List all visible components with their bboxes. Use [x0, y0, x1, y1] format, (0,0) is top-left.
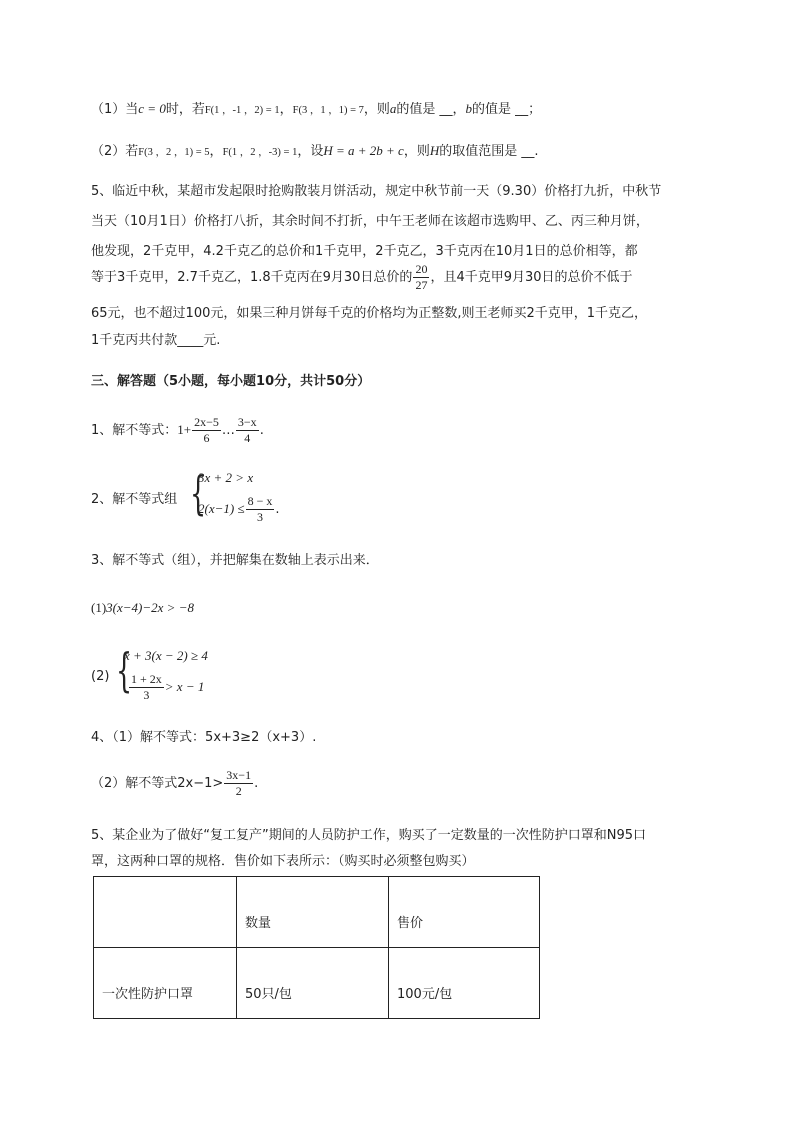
- p3-q3-row1: [124, 648, 208, 664]
- p3-q1-label: 1、解不等式：: [91, 423, 178, 438]
- q4-part2-f1: F(3 ，2 ，1) = 5: [138, 147, 210, 158]
- p3-q4-frac-den: 2: [235, 784, 242, 798]
- p3-q2-row1: [198, 470, 253, 486]
- p3-q1-frac1: [192, 415, 221, 446]
- p3-q2-row2-text: 2(x−1) ≤: [198, 501, 245, 516]
- q4-part2-prefix: （2）若: [91, 144, 139, 159]
- p3-q1-frac2-num: 3−x: [237, 415, 257, 429]
- q4-part1-text2: ，则: [363, 102, 390, 117]
- p3-q4-frac-num: 3x−1: [226, 768, 252, 782]
- q4-part1-var-b: b: [465, 101, 473, 116]
- p3-q1-frac2-den: 4: [244, 431, 251, 445]
- q4-part1-var-a: a: [389, 101, 397, 116]
- q4-part2-text1: ，设: [297, 144, 324, 159]
- p3-q3-part1-expr: 3(x−4)−2x > −8: [106, 600, 194, 615]
- q4-part1-text3: 的值是 __，: [396, 102, 466, 117]
- p3-q4-end: .: [254, 776, 259, 791]
- q5-fraction-den: 27: [415, 278, 428, 292]
- p3-q1: [91, 414, 264, 447]
- spec-table: [93, 876, 540, 1019]
- q4-part2-text2: ，则: [403, 144, 430, 159]
- p3-q4-part2: [91, 768, 258, 800]
- q4-part1-f1: F(1 ，-1 ，2) = 1: [204, 105, 280, 116]
- q5-fraction-num: 20: [415, 262, 428, 276]
- p3-q4-part2-label: （2）解不等式2x−1>: [91, 776, 224, 791]
- table-header-row: [94, 877, 540, 948]
- section-heading: 三、解答题（5小题，每小题10分，共计50分）: [91, 374, 371, 389]
- p3-q2-label: 2、解不等式组: [91, 492, 178, 507]
- p3-q4-frac: [224, 768, 253, 799]
- p3-q1-dots: …: [221, 423, 235, 438]
- p3-q5-line2: 罩，这两种口罩的规格．售价如下表所示：（购买时必须整包购买）: [91, 854, 475, 869]
- q5-line1: 5、临近中秋，某超市发起限时抢购散装月饼活动，规定中秋节前一天（9.30）价格打九折，中秋节: [91, 184, 662, 199]
- p3-q5-line1: 5、某企业为了做好“复工复产”期间的人员防护工作，购买了一定数量的一次性防护口罩和N95口: [91, 828, 647, 843]
- q5-line5: 65元，也不超过100元，如果三种月饼每千克的价格均为正整数,则王老师买2千克甲，1千克乙，: [91, 306, 648, 321]
- p3-q3-part2-label: (2): [91, 669, 110, 684]
- p3-q1-frac1-den: 6: [203, 431, 210, 445]
- p3-q3-frac-den: 3: [143, 688, 150, 702]
- q5-line4-a: 等于3千克甲，2.7千克乙，1.8千克丙在9月30日总价的: [91, 270, 413, 285]
- q5-line3: 他发现，2千克甲，4.2千克乙的总价和1千克甲，2千克乙，3千克丙在10月1日的总价相等，都: [91, 244, 638, 259]
- table-row: [94, 948, 540, 1019]
- q5-line6: 1千克丙共付款____元.: [91, 333, 221, 348]
- p3-q1-frac2: [236, 415, 259, 446]
- q4-part1-condition: c = 0: [138, 101, 166, 116]
- p3-q3-part1-label: (1): [91, 600, 107, 615]
- q5-line2: 当天（10月1日）价格打八折，其余时间不打折，中午王老师在该超市选购甲、乙、丙三种月饼，: [91, 214, 649, 229]
- q4-part1-f2: F(3 ，1 ，1) = 7: [292, 105, 364, 116]
- table-cell: 100元/包: [389, 948, 540, 1019]
- q4-part1: [91, 100, 541, 120]
- p3-q4-part1: 4、（1）解不等式：5x+3≥2（x+3）.: [91, 730, 317, 745]
- p3-q3-row1-text: x + 3(x − 2) ≥ 4: [124, 648, 208, 663]
- p3-q2-row1-text: 3x + 2 > x: [198, 470, 254, 485]
- q5-fraction: [413, 262, 429, 293]
- table-cell: 一次性防护口罩: [94, 948, 237, 1019]
- p3-q3-frac: [129, 672, 164, 703]
- p3-q2-row2: [198, 493, 280, 526]
- q4-part2-sep: ，: [209, 144, 223, 159]
- table-header-cell: 售价: [389, 877, 540, 948]
- q4-part1-prefix: （1）当: [91, 102, 139, 117]
- table-header-cell: [94, 877, 237, 948]
- q5-line4: [91, 262, 633, 294]
- p3-q1-end: .: [259, 423, 264, 438]
- table-header-cell: 数量: [237, 877, 389, 948]
- q4-part1-sep: ，: [279, 102, 293, 117]
- p3-q2-frac: [246, 494, 275, 525]
- p3-q2-frac-num: 8 − x: [247, 494, 273, 508]
- p3-q2-end: .: [275, 502, 280, 517]
- p3-q2-frac-den: 3: [256, 510, 263, 524]
- q4-part2-h-def: H = a + 2b + c: [323, 143, 404, 158]
- q4-part2-text3: 的取值范围是 __.: [439, 144, 539, 159]
- p3-q3-brace: {: [116, 643, 133, 697]
- p3-q2-brace: {: [190, 466, 207, 520]
- q5-line4-b: ，且4千克甲9月30日的总价不低于: [430, 270, 633, 285]
- p3-q3-part1: [91, 599, 194, 618]
- p3-q1-lead: 1+: [177, 422, 192, 437]
- q4-part1-text4: 的值是 __；: [472, 102, 542, 117]
- p3-q1-frac1-num: 2x−5: [194, 415, 219, 429]
- p3-q3-text: 3、解不等式（组），并把解集在数轴上表示出来．: [91, 553, 379, 568]
- q4-part2-var-h: H: [429, 143, 440, 158]
- q4-part2-f2: F(1 ，2 ，-3) = 1: [222, 147, 298, 158]
- table-cell: 50只/包: [237, 948, 389, 1019]
- p3-q3-row2-rest: > x − 1: [164, 679, 205, 694]
- p3-q3-row2: [128, 671, 204, 704]
- p3-q3-frac-num: 1 + 2x: [131, 672, 162, 686]
- q4-part1-text1: 时，若: [165, 102, 205, 117]
- q4-part2: [91, 142, 539, 162]
